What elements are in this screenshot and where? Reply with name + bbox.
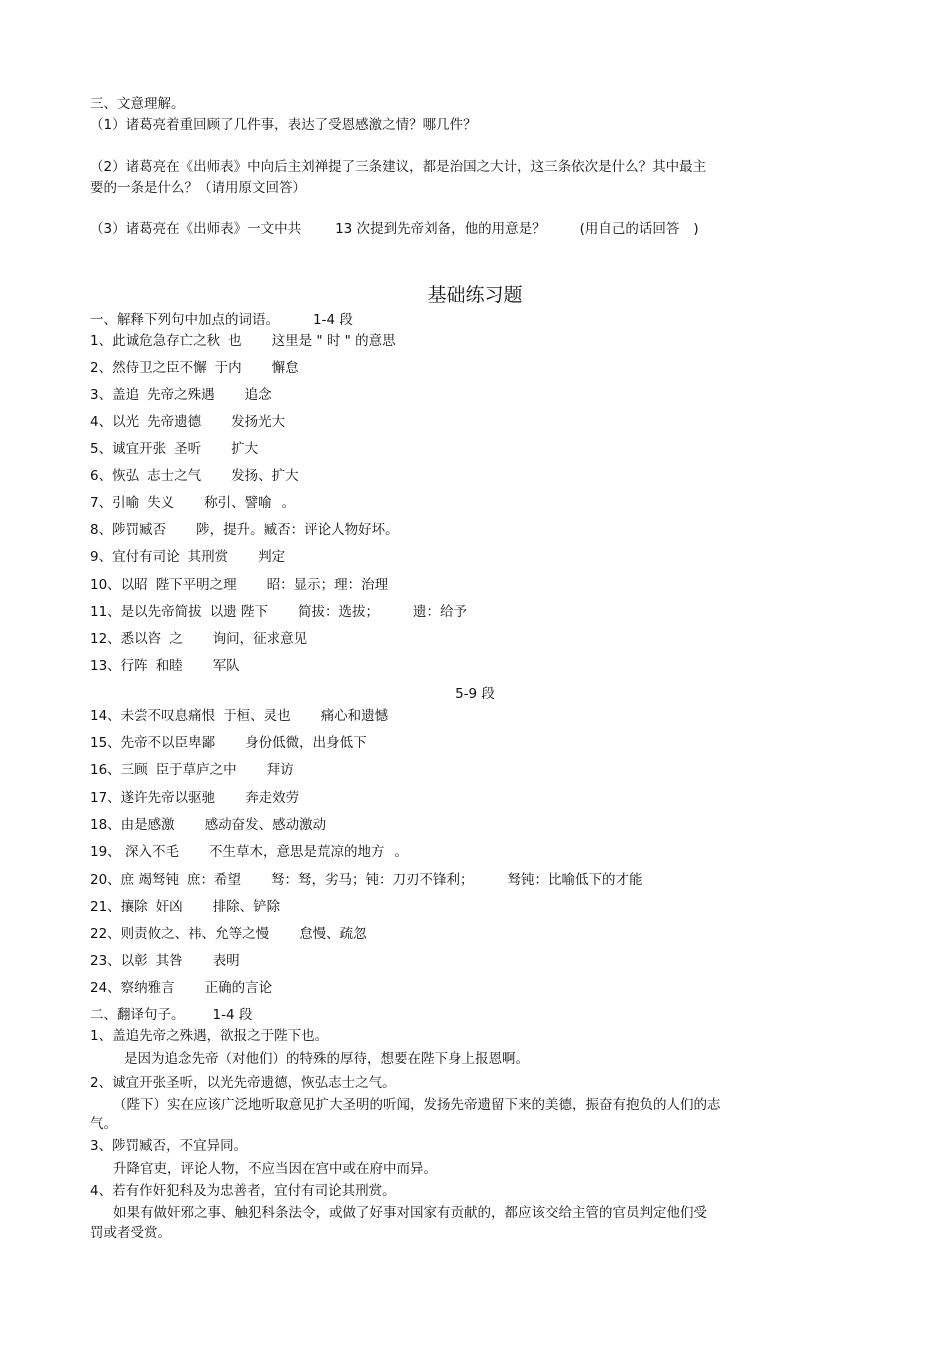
definition-sentence: 13、行阵 — [90, 658, 148, 674]
part3-heading: 三、文意理解。 — [90, 96, 185, 112]
definition-sentence-rest: 于桓、灵也 — [223, 708, 291, 724]
definition-sentence: 10、以昭 — [90, 577, 148, 593]
definition-answer-extra: 遗：给予 — [412, 604, 467, 620]
translation-sentence: 2、诚宜开张圣听，以光先帝遗德，恢弘志士之气。 — [90, 1075, 396, 1091]
definition-row — [90, 413, 285, 431]
definition-sentence: 11、是以先帝简拔 — [90, 604, 202, 620]
definition-row — [90, 657, 240, 675]
definition-answer: 排除、铲除 — [212, 899, 281, 915]
definition-sentence-rest: 先帝遗德 — [147, 414, 202, 430]
definition-answer: 追念 — [244, 387, 272, 403]
definition-sentence: 19、 深入不毛 — [90, 844, 179, 860]
definition-sentence: 17、遂许先帝以驱驰 — [90, 790, 216, 806]
definition-sentence-rest: 圣听 — [174, 441, 202, 457]
definition-answer: 拜访 — [266, 762, 294, 778]
definition-sentence: 12、悉以咨 — [90, 631, 162, 647]
definition-sentence: 6、恢弘 — [90, 468, 140, 484]
definition-sentence: 7、引喻 — [90, 495, 140, 511]
definition-row — [90, 494, 295, 512]
definition-row — [90, 734, 367, 752]
definition-row — [90, 707, 388, 725]
definition-answer: 这里是 " 时 " 的意思 — [271, 333, 396, 349]
definition-answer: 怠慢、疏忽 — [299, 926, 367, 942]
definition-answer: 懈怠 — [271, 360, 299, 376]
definition-answer-extra: 。 — [394, 844, 408, 860]
definition-answer: 奔走效劳 — [245, 790, 300, 806]
definition-answer: 简拔：选拔； — [297, 604, 379, 620]
section1-range-2 — [0, 685, 950, 703]
definition-sentence-rest: 先帝之殊遇 — [147, 387, 215, 403]
section1-heading — [90, 311, 353, 329]
q3-part-c: (用自己的话回答 — [579, 221, 680, 237]
definition-answer: 痛心和遗憾 — [320, 708, 389, 724]
definition-answer: 称引、譬喻 — [204, 495, 272, 511]
definition-row — [90, 467, 299, 485]
definition-sentence: 9、宜付有司论 — [90, 549, 180, 565]
definition-row — [90, 789, 299, 807]
definition-answer: 询问，征求意见 — [212, 631, 308, 647]
definition-sentence: 8、陟罚臧否 — [90, 522, 167, 538]
part3-question-3 — [90, 220, 699, 238]
section2-heading — [90, 1006, 252, 1024]
translation-sentence: 1、盖追先帝之殊遇，欲报之于陛下也。 — [90, 1028, 329, 1044]
definition-sentence-rest: 志士之气 — [147, 468, 202, 484]
section1-range: 1-4 段 — [313, 312, 353, 328]
definition-sentence-rest: 于内 — [214, 360, 242, 376]
definition-answer: 不生草木，意思是荒凉的地方 — [208, 844, 385, 860]
definition-row — [90, 761, 294, 779]
translation-answer: 气。 — [90, 1116, 117, 1132]
definition-answer: 驽：驽，劣马；钝：刀刃不锋利； — [270, 872, 474, 888]
part3-question-2-line-1: （2）诸葛亮在《出师表》中向后主刘禅提了三条建议，都是治国之大计，这三条依次是什么？其中最主 — [90, 159, 707, 175]
definition-row — [90, 979, 272, 997]
definition-sentence-rest: 其咎 — [155, 953, 183, 969]
translation-answer: 如果有做奸邪之事、触犯科条法令，或做了好事对国家有贡献的，都应该交给主管的官员判定他们受 — [113, 1205, 707, 1221]
definition-sentence-rest: 失义 — [147, 495, 175, 511]
definition-answer: 扩大 — [231, 441, 259, 457]
definition-answer: 军队 — [212, 658, 240, 674]
definition-answer: 表明 — [212, 953, 240, 969]
definition-sentence: 14、未尝不叹息痛恨 — [90, 708, 216, 724]
definition-sentence-rest: 臣于草庐之中 — [155, 762, 237, 778]
part3-question-2-line-2: 要的一条是什么？（请用原文回答） — [90, 180, 306, 196]
definition-row — [90, 386, 272, 404]
section2-range: 1-4 段 — [212, 1007, 253, 1023]
section2-heading-text: 二、翻译句子。 — [90, 1007, 185, 1023]
translation-answer: 是因为追念先帝（对他们）的特殊的厚待，想要在陛下身上报恩啊。 — [124, 1051, 529, 1067]
definition-sentence: 20、庶 竭驽钝 — [90, 872, 179, 888]
definition-row — [90, 630, 307, 648]
definition-row — [90, 952, 240, 970]
definition-sentence: 2、然侍卫之臣不懈 — [90, 360, 207, 376]
definition-answer: 正确的言论 — [204, 980, 273, 996]
definition-row — [90, 521, 399, 539]
definition-row — [90, 359, 299, 377]
definition-sentence-rest: 也 — [228, 333, 242, 349]
definition-answer: 昭：显示；理：治理 — [266, 577, 389, 593]
definition-sentence-rest: 陛下平明之理 — [155, 577, 237, 593]
page-title: 基础练习题 — [427, 284, 523, 306]
range2-text: 5-9 段 — [455, 686, 495, 702]
definition-row — [90, 898, 280, 916]
definition-sentence: 16、三顾 — [90, 762, 148, 778]
definition-sentence-rest: 和睦 — [155, 658, 183, 674]
definition-row — [90, 871, 642, 889]
definition-sentence: 24、察纳雅言 — [90, 980, 175, 996]
definition-answer: 发扬、扩大 — [231, 468, 299, 484]
definition-row — [90, 440, 258, 458]
definition-row — [90, 816, 326, 834]
definition-answer: 感动奋发、感动激动 — [204, 817, 327, 833]
definition-sentence: 3、盖追 — [90, 387, 140, 403]
definition-row — [90, 925, 367, 943]
definition-answer-extra: 驽钝：比喻低下的才能 — [507, 872, 643, 888]
definition-sentence-rest: 庶：希望 — [186, 872, 241, 888]
definition-row — [90, 603, 467, 621]
definition-row — [90, 843, 408, 861]
definition-answer: 身份低微，出身低下 — [245, 735, 367, 751]
definition-sentence: 15、先帝不以臣卑鄙 — [90, 735, 216, 751]
translation-sentence: 4、若有作奸犯科及为忠善者，宜付有司论其刑赏。 — [90, 1183, 396, 1199]
definition-row — [90, 332, 396, 350]
translation-answer: 罚或者受赏。 — [90, 1225, 171, 1241]
definition-row — [90, 548, 285, 566]
definition-sentence-rest: 奸凶 — [155, 899, 183, 915]
definition-sentence: 1、此诚危急存亡之秋 — [90, 333, 221, 349]
q3-part-b: 13 次提到先帝刘备，他的用意是？ — [335, 221, 546, 237]
part3-question-1: （1）诸葛亮着重回顾了几件事，表达了受恩感激之情？哪几件？ — [90, 117, 477, 133]
q3-part-d: ) — [693, 221, 699, 237]
definition-sentence-rest: 以遗 陛下 — [209, 604, 268, 620]
definition-sentence: 23、以彰 — [90, 953, 148, 969]
section1-heading-text: 一、解释下列句中加点的词语。 — [90, 312, 279, 328]
definition-row — [90, 576, 388, 594]
definition-sentence: 4、以光 — [90, 414, 140, 430]
q3-part-a: （3）诸葛亮在《出师表》一文中共 — [90, 221, 302, 237]
definition-sentence: 21、攘除 — [90, 899, 148, 915]
definition-answer: 陟，提升。臧否：评论人物好坏。 — [196, 522, 399, 538]
translation-answer: （陛下）实在应该广泛地听取意见扩大圣明的听闻，发扬先帝遗留下来的美德，振奋有抱负的人们的志 — [113, 1097, 721, 1113]
translation-answer: 升降官吏，评论人物，不应当因在宫中或在府中而异。 — [113, 1161, 437, 1177]
definition-answer-extra: 。 — [281, 495, 296, 511]
definition-answer: 发扬光大 — [231, 414, 286, 430]
definition-sentence: 22、则责攸之、祎、允等之慢 — [90, 926, 270, 942]
definition-sentence: 18、由是感激 — [90, 817, 175, 833]
definition-sentence-rest: 其刑赏 — [187, 549, 229, 565]
translation-sentence: 3、陟罚臧否，不宜异同。 — [90, 1138, 248, 1154]
definition-sentence: 5、诚宜开张 — [90, 441, 167, 457]
definition-answer: 判定 — [258, 549, 286, 565]
definition-sentence-rest: 之 — [169, 631, 183, 647]
